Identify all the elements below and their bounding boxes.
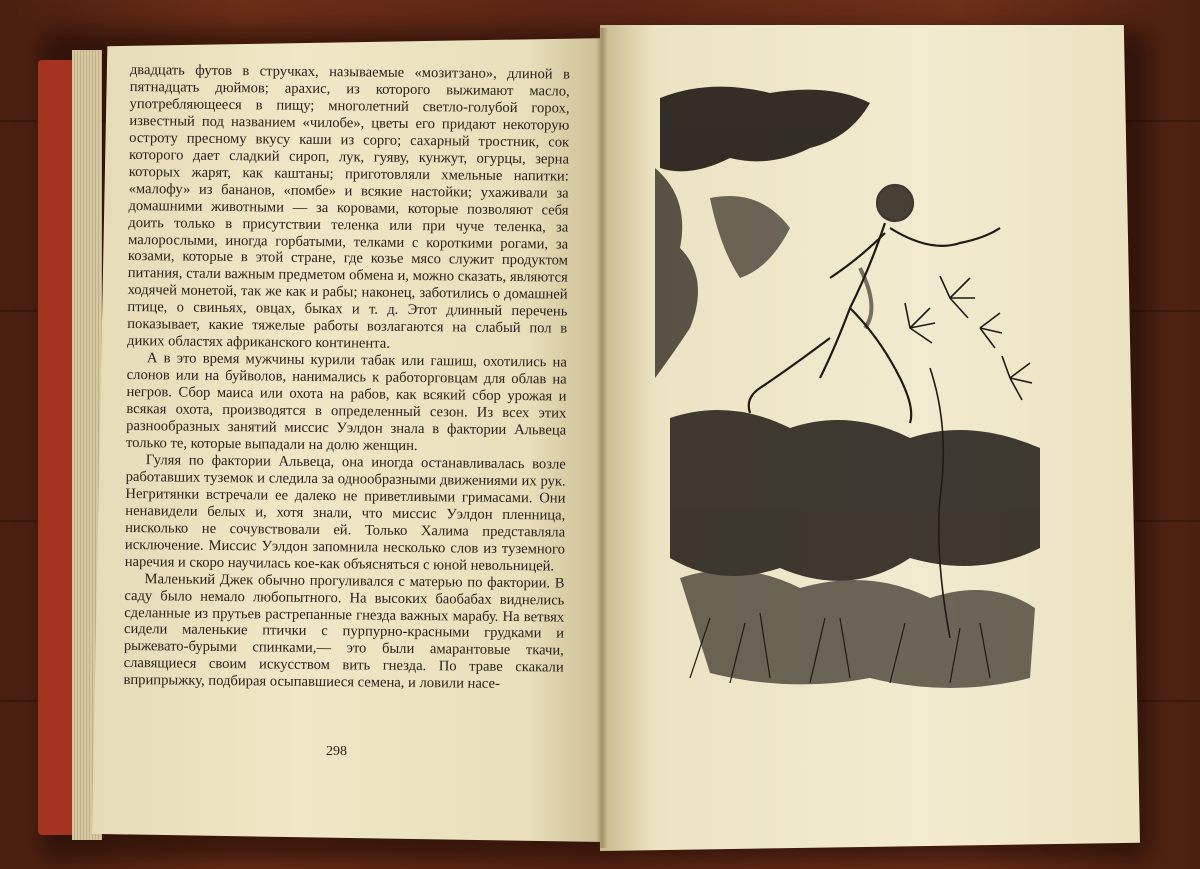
paragraph: А в это время мужчины курили табак или гашиш, охотились на слонов или на буйволов, нанимались к работорговцам для облав на негров. Сбор маиса или охота на рабов, как всякий сбор урожая и всякая охота, производятся в определенный сезон. Из всех этих разнообразных занятий миссис Уэлдон знала в фактории Альвеца только те, которые выпадали на долю женщин. — [125, 350, 567, 455]
book-gutter — [596, 28, 608, 848]
paragraph: Маленький Джек обычно прогуливался с матерью по фактории. В саду было немало любопытного. На высоких баобабах виднелись сделанные из прутьев растрепанные гнезда важных марабу. На ветвях сидели маленькие птички с пурпурно-красными грудками и рыжевато-бурыми спинками,— это были амарантовые ткачи, славящиеся своим искусством вить гнезда. По траве скакали вприпрыжку, подбирая осыпавшиеся семена, и ловили насе- — [123, 570, 565, 693]
left-page-text — [123, 62, 570, 694]
paragraph: Гуляя по фактории Альвеца, она иногда останавливалась возле работавших туземок и следила за однообразными движениями их рук. Негритянки встречали ее далеко не приветливыми гримасами. Они ненавидели белых и, хотя знали, что миссис Уэлдон пленница, нисколько не сочувствовали ей. Только Халима представляла исключение. Миссис Уэлдон запомнила несколько слов из туземного наречия и скоро научилась кое-как объясняться с юной невольницей. — [124, 452, 566, 575]
upper-foliage — [655, 87, 870, 378]
running-man — [749, 185, 1000, 423]
page-number: 298 — [326, 744, 347, 759]
paragraph: двадцать футов в стручках, называемые «мозитзано», длиной в пятнадцать дюймов; арахис, из которого выжимают масло, употребляющееся в пищу; многолетний светло-голубой горох, известный под названием «чилобе», цветы его придают некоторую остроту пресному вкусу каши из сорго; сахарный тростник, сок которого дает сладкий сироп, лук, гуяву, кунжут, огурцы, зерна которых жарят, как каштаны; приготовляли хмельные напитки: «малофу» из бананов, «помбе» и всякие настойки; ухаживали за домашними животными — за коровами, которые позволяют себя доить только в присутствии теленка или при чуче теленка, за малорослыми, иногда горбатыми, телками с короткими рогами, за козами, которые в этой стране, где козье мясо служит продуктом питания, стали важным предметом обмена и, можно сказать, являются ходячей монетой, так же как и рабы; наконец, заботились о домашней птице, о свиньях, овцах, быках и т. д. Этот длинный перечень показывает, какие тяжелые работы возлагаются на слабый пол в диких областях африканского континента. — [126, 62, 570, 352]
jungle-illustration — [650, 78, 1050, 698]
